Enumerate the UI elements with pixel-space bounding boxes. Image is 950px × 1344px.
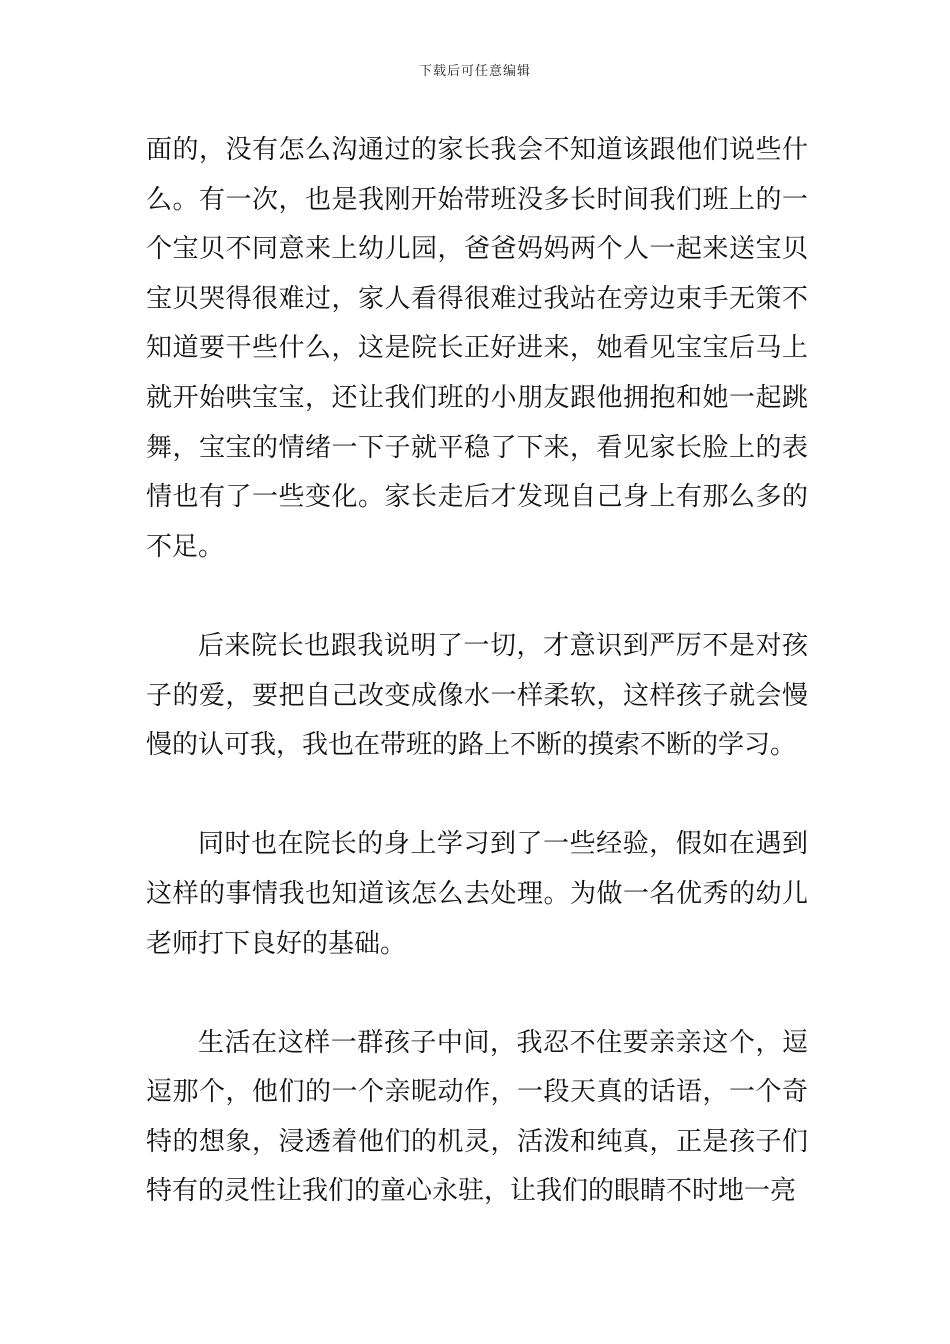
paragraph: 后来院长也跟我说明了一切，才意识到严厉不是对孩子的爱，要把自己改变成像水一样柔软，这样孩子就会慢慢的认可我，我也在带班的路上不断的摸索不断的学习。 bbox=[146, 630, 808, 761]
paragraph-gap bbox=[146, 969, 808, 1019]
paragraph-continued: 面的，没有怎么沟通过的家长我会不知道该跟他们说些什么。有一次，也是我刚开始带班没多长时间我们班上的一个宝贝不同意来上幼儿园，爸爸妈妈两个人一起来送宝贝宝贝哭得很难过，家人看得很难过我站在旁边束手无策不知道要干些什么，这是院长正好进来，她看见宝宝后马上就开始哄宝宝，还让我们班的小朋友跟他拥抱和她一起跳舞，宝宝的情绪一下子就平稳了下来，看见家长脸上的表情也有了一些变化。家长走后才发现自己身上有那么多的不足。 bbox=[146, 135, 808, 562]
page-header: 下载后可任意编辑 bbox=[418, 64, 531, 79]
paragraph-gap bbox=[146, 771, 808, 821]
paragraph: 生活在这样一群孩子中间，我忍不住要亲亲这个，逗逗那个，他们的一个亲昵动作，一段天真的话语，一个奇特的想象，浸透着他们的机灵，活泼和纯真，正是孩子们特有的灵性让我们的童心永驻，让我们的眼睛不时地一亮 bbox=[146, 1027, 808, 1207]
paragraph-gap bbox=[146, 572, 808, 622]
paragraph: 同时也在院长的身上学习到了一些经验，假如在遇到这样的事情我也知道该怎么去处理。为做一名优秀的幼儿老师打下良好的基础。 bbox=[146, 829, 808, 959]
document-body bbox=[146, 126, 808, 1217]
